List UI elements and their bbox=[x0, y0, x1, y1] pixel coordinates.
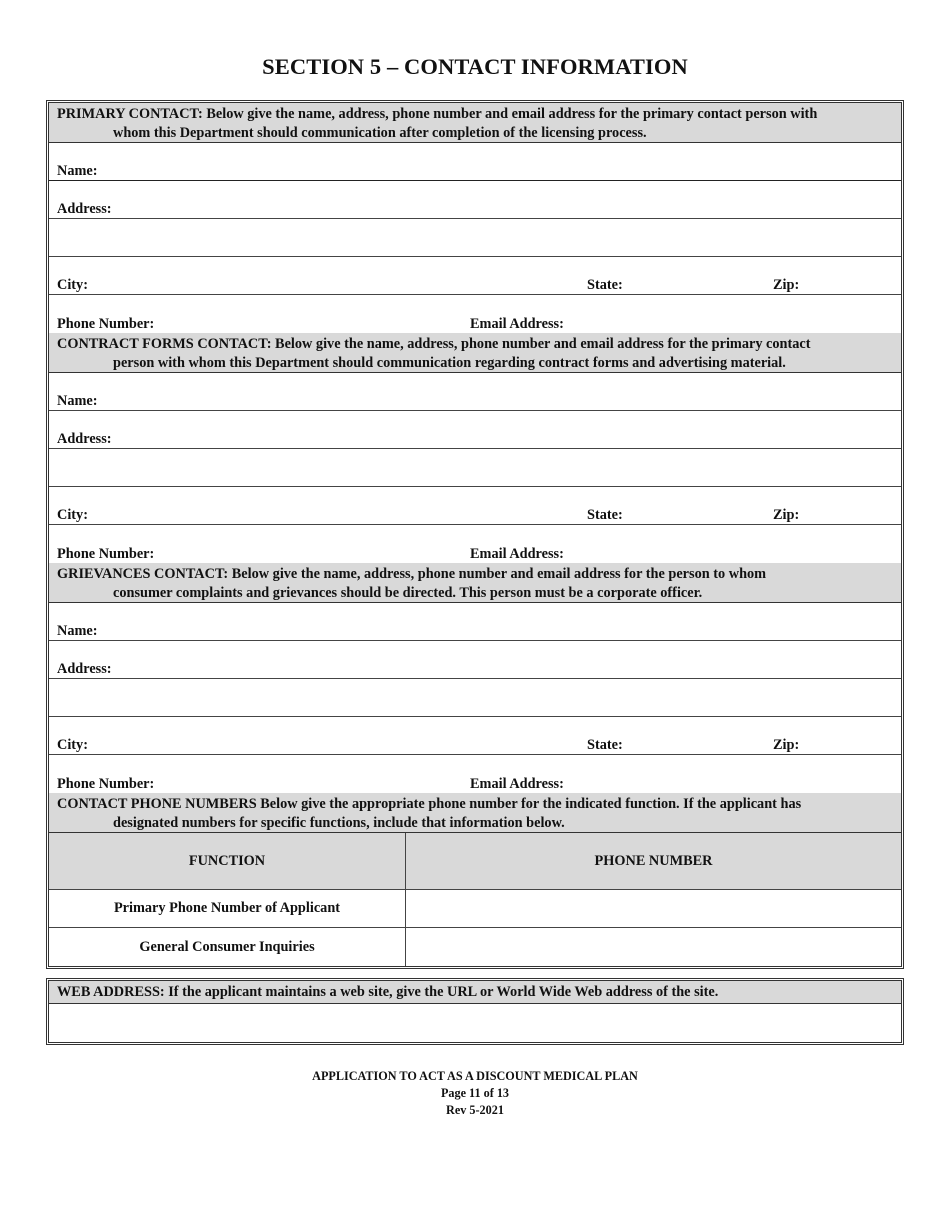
primary-address-field[interactable] bbox=[49, 181, 901, 219]
address-label: Address: bbox=[57, 431, 112, 447]
grievances-contact-header bbox=[49, 563, 901, 603]
function-cell: Primary Phone Number of Applicant bbox=[49, 890, 406, 927]
name-label: Name: bbox=[57, 623, 98, 639]
primary-name-field[interactable] bbox=[49, 143, 901, 181]
contact-phone-numbers-instructions-cont: designated numbers for specific functions, include that information below. bbox=[113, 814, 565, 831]
contract-city-state-zip-row[interactable] bbox=[49, 487, 901, 525]
state-label: State: bbox=[587, 507, 623, 523]
contract-address-field[interactable] bbox=[49, 411, 901, 449]
phone-number-input[interactable] bbox=[406, 928, 901, 966]
city-label: City: bbox=[57, 507, 88, 523]
contact-form bbox=[46, 100, 904, 969]
contract-name-field[interactable] bbox=[49, 373, 901, 411]
address-label: Address: bbox=[57, 201, 112, 217]
name-label: Name: bbox=[57, 393, 98, 409]
email-label: Email Address: bbox=[470, 546, 564, 562]
grievances-address-line2-field[interactable] bbox=[49, 679, 901, 717]
phone-table-header bbox=[49, 833, 901, 890]
primary-city-state-zip-row[interactable] bbox=[49, 257, 901, 295]
zip-label: Zip: bbox=[773, 737, 800, 753]
phone-table-row bbox=[49, 890, 901, 928]
zip-label: Zip: bbox=[773, 507, 800, 523]
page-footer bbox=[0, 1068, 950, 1119]
page-title: SECTION 5 – CONTACT INFORMATION bbox=[262, 54, 688, 79]
web-address-box bbox=[46, 978, 904, 1045]
primary-address-line2-field[interactable] bbox=[49, 219, 901, 257]
address-label: Address: bbox=[57, 661, 112, 677]
email-label: Email Address: bbox=[470, 776, 564, 792]
phone-number-column-header: PHONE NUMBER bbox=[594, 852, 713, 869]
grievances-phone-email-row[interactable] bbox=[49, 755, 901, 793]
web-address-input[interactable] bbox=[49, 1004, 901, 1042]
city-label: City: bbox=[57, 277, 88, 293]
function-cell: General Consumer Inquiries bbox=[49, 928, 406, 966]
contract-forms-contact-header bbox=[49, 333, 901, 373]
footer-form-title: APPLICATION TO ACT AS A DISCOUNT MEDICAL PLAN bbox=[312, 1069, 638, 1083]
email-label: Email Address: bbox=[470, 316, 564, 332]
primary-contact-instructions: PRIMARY CONTACT: Below give the name, address, phone number and email address for the primary contact person with bbox=[57, 106, 818, 122]
phone-number-input[interactable] bbox=[406, 890, 901, 927]
primary-contact-instructions-cont: whom this Department should communication after completion of the licensing process. bbox=[113, 124, 647, 141]
contact-phone-numbers-header bbox=[49, 793, 901, 833]
grievances-address-field[interactable] bbox=[49, 641, 901, 679]
phone-label: Phone Number: bbox=[57, 776, 155, 792]
primary-contact-header bbox=[49, 103, 901, 143]
contract-address-line2-field[interactable] bbox=[49, 449, 901, 487]
contract-phone-email-row[interactable] bbox=[49, 525, 901, 563]
grievances-name-field[interactable] bbox=[49, 603, 901, 641]
city-label: City: bbox=[57, 737, 88, 753]
contact-phone-numbers-instructions: CONTACT PHONE NUMBERS Below give the appropriate phone number for the indicated function. If the applicant has bbox=[57, 796, 802, 812]
state-label: State: bbox=[587, 277, 623, 293]
phone-label: Phone Number: bbox=[57, 316, 155, 332]
grievances-city-state-zip-row[interactable] bbox=[49, 717, 901, 755]
grievances-instructions-cont: consumer complaints and grievances should be directed. This person must be a corporate officer. bbox=[113, 584, 703, 601]
footer-page-number: Page 11 of 13 bbox=[440, 1086, 510, 1100]
zip-label: Zip: bbox=[773, 277, 800, 293]
phone-label: Phone Number: bbox=[57, 546, 155, 562]
footer-revision: Rev 5-2021 bbox=[446, 1103, 504, 1117]
phone-table-row bbox=[49, 928, 901, 966]
state-label: State: bbox=[587, 737, 623, 753]
primary-phone-email-row[interactable] bbox=[49, 295, 901, 333]
web-address-header: WEB ADDRESS: If the applicant maintains a web site, give the URL or World Wide Web address of the site. bbox=[49, 981, 901, 1004]
contract-forms-instructions: CONTRACT FORMS CONTACT: Below give the name, address, phone number and email address for the primary contact bbox=[57, 336, 811, 352]
grievances-instructions: GRIEVANCES CONTACT: Below give the name, address, phone number and email address for the person to whom bbox=[57, 566, 767, 582]
contract-forms-instructions-cont: person with whom this Department should communication regarding contract forms and advertising material. bbox=[113, 354, 786, 371]
name-label: Name: bbox=[57, 163, 98, 179]
function-column-header: FUNCTION bbox=[49, 833, 406, 889]
